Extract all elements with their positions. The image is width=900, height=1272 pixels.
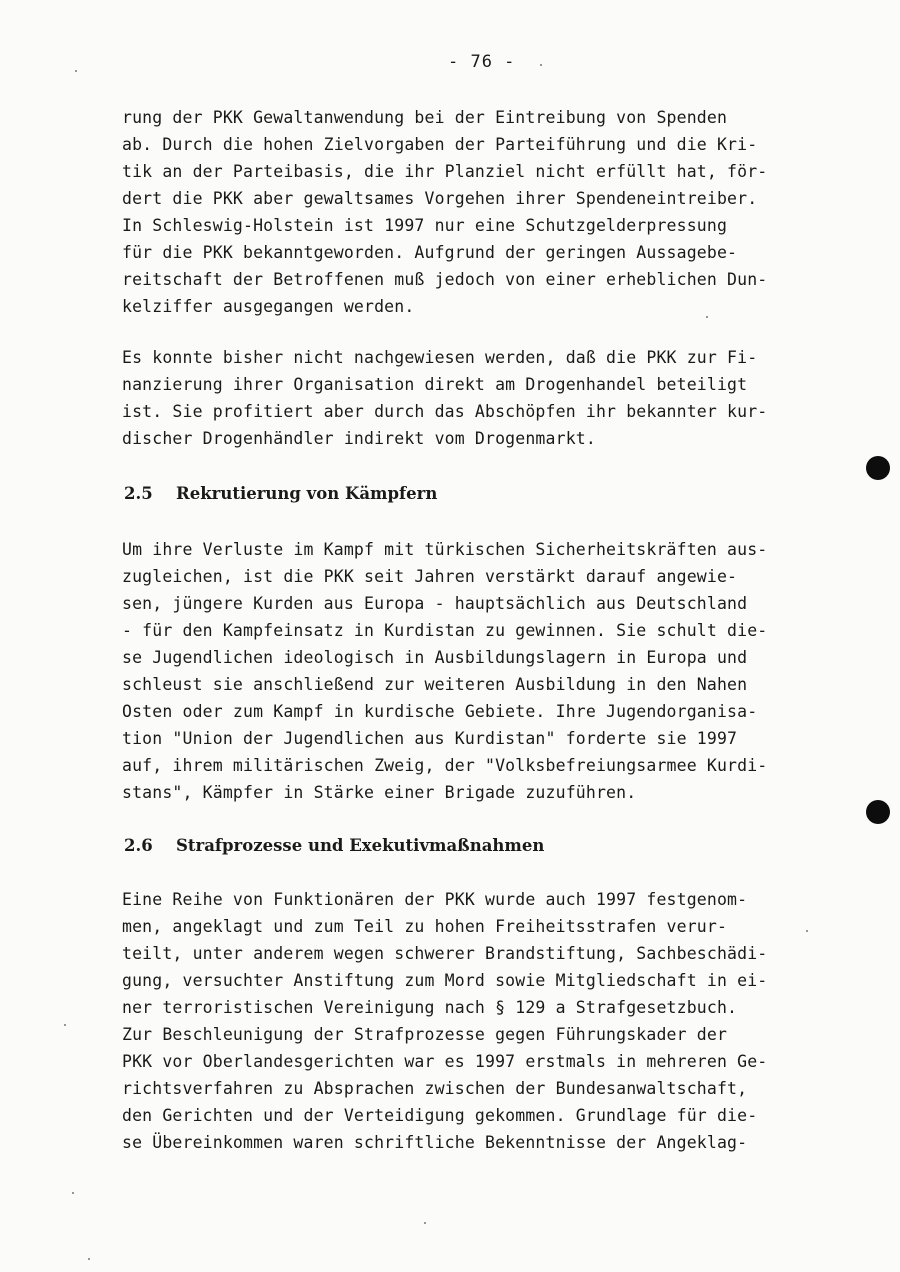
text-line: kelziffer ausgegangen werden.: [122, 297, 415, 316]
text-line: In Schleswig-Holstein ist 1997 nur eine Schutzgelderpressung: [122, 216, 728, 235]
text-line: - für den Kampfeinsatz in Kurdistan zu gewinnen. Sie schult die-: [122, 621, 768, 640]
text-line: Zur Beschleunigung der Strafprozesse gegen Führungskader der: [122, 1025, 728, 1044]
text-line: Um ihre Verluste im Kampf mit türkischen Sicherheitskräften aus-: [122, 540, 768, 559]
text-line: gung, versuchter Anstiftung zum Mord sowie Mitgliedschaft in ei-: [122, 971, 768, 990]
section-number: 2.5: [124, 484, 153, 503]
paragraph-drogenhandel: [122, 344, 842, 452]
text-line: se Übereinkommen waren schriftliche Bekenntnisse der Angeklag-: [122, 1133, 748, 1152]
paragraph-strafprozesse: [122, 886, 842, 1156]
text-line: richtsverfahren zu Absprachen zwischen der Bundesanwaltschaft,: [122, 1079, 748, 1098]
text-line: discher Drogenhändler indirekt vom Drogenmarkt.: [122, 429, 596, 448]
text-line: ist. Sie profitiert aber durch das Abschöpfen ihr bekannter kur-: [122, 402, 768, 421]
text-line: stans", Kämpfer in Stärke einer Brigade zuzuführen.: [122, 783, 637, 802]
scan-speck: [64, 1024, 66, 1026]
text-line: Es konnte bisher nicht nachgewiesen werden, daß die PKK zur Fi-: [122, 348, 758, 367]
text-line: rung der PKK Gewaltanwendung bei der Eintreibung von Spenden: [122, 108, 728, 127]
text-line: se Jugendlichen ideologisch in Ausbildungslagern in Europa und: [122, 648, 748, 667]
text-line: für die PKK bekanntgeworden. Aufgrund der geringen Aussagebe-: [122, 243, 738, 262]
scan-speck: [806, 930, 808, 932]
scan-speck: [706, 316, 708, 318]
text-line: ab. Durch die hohen Zielvorgaben der Parteiführung und die Kri-: [122, 135, 758, 154]
text-line: tion "Union der Jugendlichen aus Kurdistan" forderte sie 1997: [122, 729, 738, 748]
text-line: ner terroristischen Vereinigung nach § 129 a Strafgesetzbuch.: [122, 998, 738, 1017]
paragraph-rekrutierung: [122, 536, 842, 806]
text-line: nanzierung ihrer Organisation direkt am Drogenhandel beteiligt: [122, 375, 748, 394]
text-line: PKK vor Oberlandesgerichten war es 1997 erstmals in mehreren Ge-: [122, 1052, 768, 1071]
punch-hole-mark: [866, 456, 890, 480]
scan-speck: [88, 1258, 90, 1260]
text-line: schleust sie anschließend zur weiteren Ausbildung in den Nahen: [122, 675, 748, 694]
scan-speck: [72, 1192, 74, 1194]
text-line: tik an der Parteibasis, die ihr Planziel nicht erfüllt hat, för-: [122, 162, 768, 181]
scan-speck: [540, 64, 542, 66]
text-line: Osten oder zum Kampf in kurdische Gebiete. Ihre Jugendorganisa-: [122, 702, 758, 721]
text-line: Eine Reihe von Funktionären der PKK wurde auch 1997 festgenom-: [122, 890, 748, 909]
section-heading-2-6: [124, 836, 544, 855]
scan-speck: [75, 70, 77, 72]
text-line: dert die PKK aber gewaltsames Vorgehen ihrer Spendeneintreiber.: [122, 189, 758, 208]
section-title: Rekrutierung von Kämpfern: [176, 484, 438, 503]
scan-speck: [424, 1222, 426, 1224]
section-title: Strafprozesse und Exekutivmaßnahmen: [176, 836, 545, 855]
paragraph-spendeneintreibung: [122, 104, 842, 320]
punch-hole-mark: [866, 800, 890, 824]
section-number: 2.6: [124, 836, 153, 855]
text-line: men, angeklagt und zum Teil zu hohen Freiheitsstrafen verur-: [122, 917, 728, 936]
page-number: - 76 -: [448, 52, 516, 72]
text-line: sen, jüngere Kurden aus Europa - hauptsächlich aus Deutschland: [122, 594, 748, 613]
section-heading-2-5: [124, 484, 437, 503]
text-line: auf, ihrem militärischen Zweig, der "Volksbefreiungsarmee Kurdi-: [122, 756, 768, 775]
text-line: reitschaft der Betroffenen muß jedoch von einer erheblichen Dun-: [122, 270, 768, 289]
text-line: den Gerichten und der Verteidigung gekommen. Grundlage für die-: [122, 1106, 758, 1125]
text-line: teilt, unter anderem wegen schwerer Brandstiftung, Sachbeschädi-: [122, 944, 768, 963]
text-line: zugleichen, ist die PKK seit Jahren verstärkt darauf angewie-: [122, 567, 738, 586]
